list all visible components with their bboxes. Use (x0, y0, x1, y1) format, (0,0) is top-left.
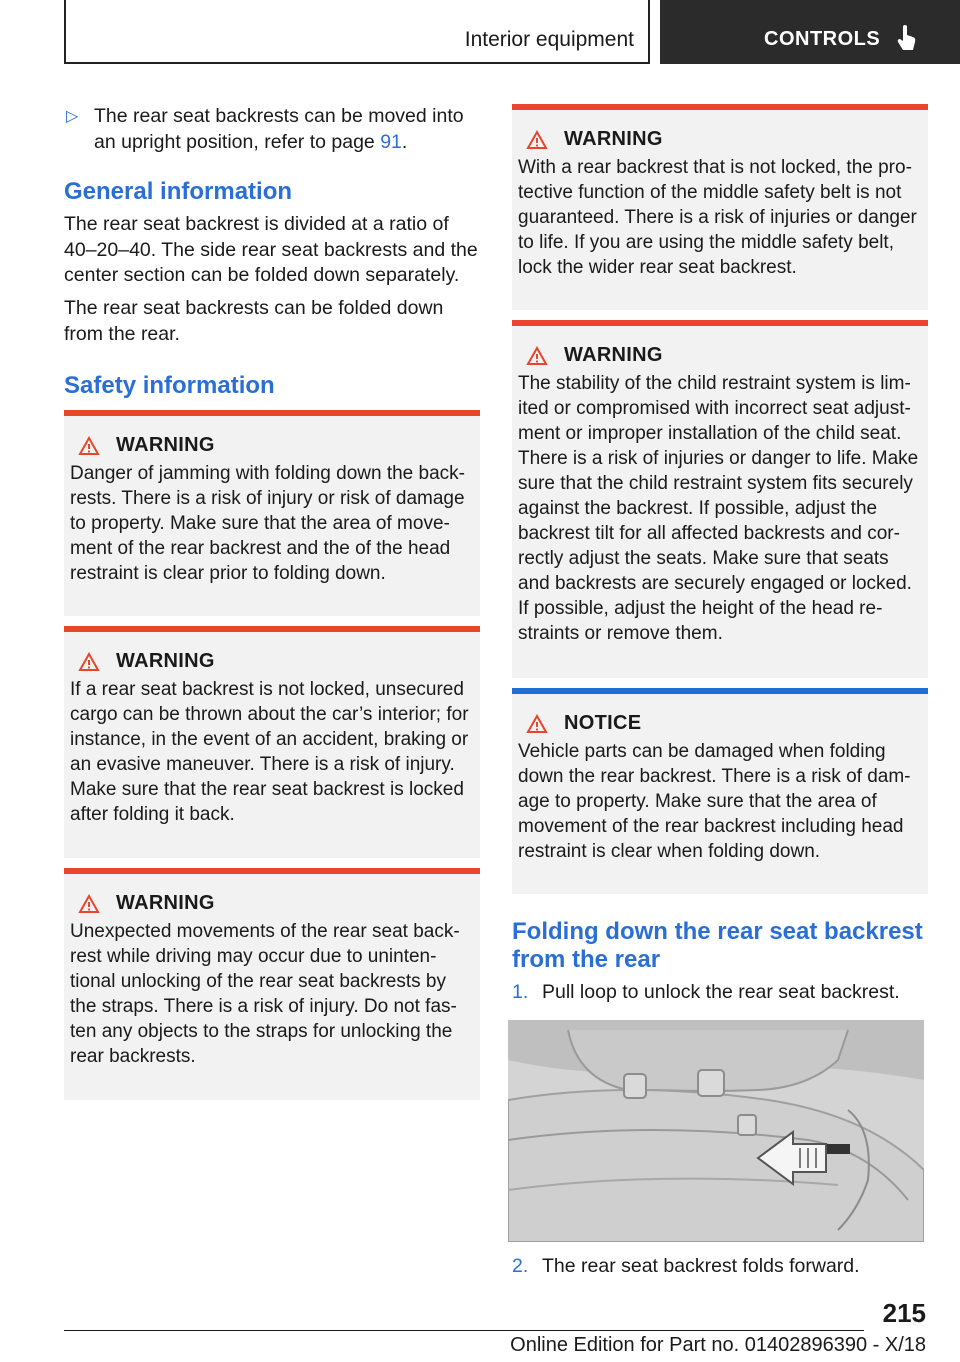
warning-triangle-icon (78, 652, 100, 672)
footer-edition: Online Edition for Part no. 01402896390 - X/18 (510, 1334, 926, 1356)
header-section-tab (64, 0, 650, 64)
warning-text: If a rear seat backrest is not locked, unsecured cargo can be thrown about the car’s interior; for instance, in the event of an accident, braking or an evasive maneuver. There is a risk of injury. Make sure that the rear seat backrest is locked after folding it back. (70, 679, 469, 825)
notice-box (512, 688, 928, 894)
warning-title: WARNING (116, 892, 215, 914)
warning-text: With a rear backrest that is not locked, the pro-tective function of the middle safety belt is not guaranteed. There is a risk of injuries or danger to life. If you are using the middle safety belt, lock the wider rear seat backrest. (518, 157, 917, 278)
folding-heading: Folding down the rear seat backrest from the rear (512, 918, 923, 973)
general-paragraph-2: The rear seat backrests can be folded down from the rear. (64, 297, 444, 345)
warning-box (64, 410, 480, 616)
notice-title: NOTICE (564, 712, 642, 734)
warning-triangle-icon (78, 436, 100, 456)
warning-box (64, 868, 480, 1100)
warning-title: WARNING (564, 128, 663, 150)
step-number: 1. (512, 981, 529, 1003)
general-paragraph-1: The rear seat backrest is divided at a ratio of 40–20–40. The side rear seat backrests and the center section can be folded down separately. (64, 213, 478, 286)
warning-bar (64, 868, 480, 874)
warning-title: WARNING (116, 434, 215, 456)
warning-bar (512, 104, 928, 110)
header-chapter-tab (660, 0, 960, 64)
warning-title: WARNING (564, 344, 663, 366)
bullet-item (64, 104, 480, 155)
page-number: 215 (882, 1298, 926, 1328)
step-text: The rear seat backrest folds forward. (542, 1255, 860, 1277)
warning-triangle-icon (526, 714, 548, 734)
warning-text: Danger of jamming with folding down the back-rests. There is a risk of injury or risk of damage to property. Make sure that the area of move-ment of the rear backrest and the of the head restraint is clear prior to folding down. (70, 463, 465, 584)
notice-text: Vehicle parts can be damaged when folding down the rear backrest. There is a risk of dam-age to property. Make sure that the area of movement of the rear backrest including head restraint is clear when folding down. (518, 741, 911, 862)
step-item (512, 1254, 928, 1279)
warning-bar (512, 320, 928, 326)
warning-title: WARNING (116, 650, 215, 672)
header-chapter-title: CONTROLS (764, 28, 881, 50)
footer-divider (64, 1330, 864, 1331)
warning-text: The stability of the child restraint system is lim-ited or compromised with incorrect seat adjust-ment or improper installation of the child seat. There is a risk of injuries or danger to life. Make sure that the child restraint system fits securely against the backrest. If possible, adjust the backrest tilt for all affected backrests and cor-rectly adjust the seats. Make sure that seats and backrests are securely engaged or locked. If possible, adjust the height of the head re-straints or remove them. (518, 373, 919, 644)
hand-pointer-icon (896, 24, 918, 52)
bullet-suffix: . (401, 130, 408, 153)
step-item (512, 980, 928, 1005)
warning-box (512, 104, 928, 310)
triangle-bullet-icon: ▷ (66, 108, 79, 125)
warning-text: Unexpected movements of the rear seat back-rest while driving may occur due to uninten-tional unlocking of the rear seat backrests by the straps. There is a risk of injury. Do not fas-ten any objects to the straps for unlocking the rear backrests. (70, 921, 460, 1067)
step-number: 2. (512, 1255, 529, 1277)
warning-bar (64, 626, 480, 632)
notice-bar (512, 688, 928, 694)
warning-box (512, 320, 928, 678)
header-section-title: Interior equipment (464, 28, 634, 51)
safety-information-heading: Safety information (64, 372, 275, 399)
step-text: Pull loop to unlock the rear seat backrest. (542, 981, 900, 1003)
rear-seat-photo (508, 1020, 924, 1242)
general-information-heading: General information (64, 178, 293, 205)
warning-box (64, 626, 480, 858)
rear-seat-illustration (508, 1020, 924, 1242)
bullet-text: The rear seat backrests can be moved into an upright position, refer to page (94, 105, 464, 153)
page-reference-link[interactable]: 91 (380, 130, 402, 153)
warning-bar (64, 410, 480, 416)
warning-triangle-icon (526, 346, 548, 366)
warning-triangle-icon (78, 894, 100, 914)
warning-triangle-icon (526, 130, 548, 150)
